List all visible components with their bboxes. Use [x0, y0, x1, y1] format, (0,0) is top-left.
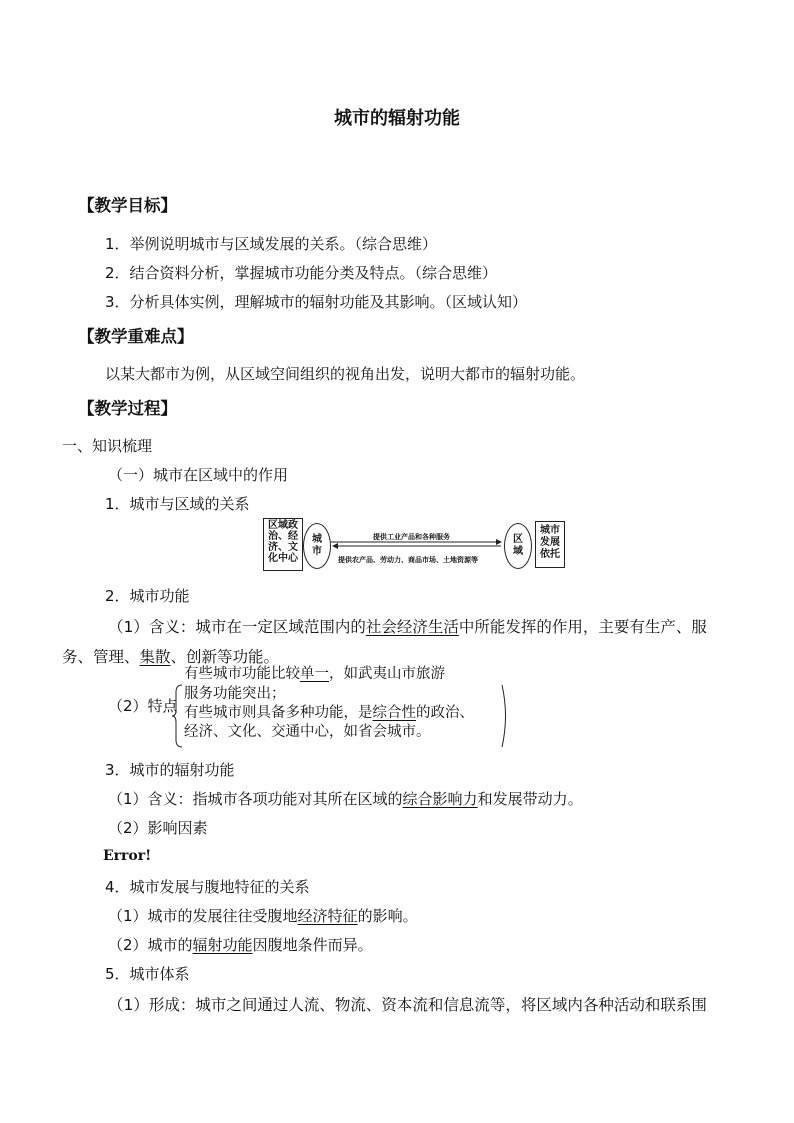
right-box-line: 城市 [540, 525, 560, 536]
text: 中所能发挥的作用，主要有生产、服 [458, 618, 707, 636]
right-box-line: 发展 [540, 537, 560, 548]
underlined-term: 集散 [139, 648, 171, 666]
underlined-term: 单一 [300, 666, 329, 682]
sub-1-heading: （一）城市在区域中的作用 [108, 466, 289, 484]
text: ，如武夷山市旅游 [329, 666, 445, 682]
right-paren [500, 684, 512, 748]
region-char: 区 [513, 534, 523, 545]
underlined-term: 经济特征 [297, 907, 358, 925]
left-box [263, 518, 303, 571]
text: （1）城市的发展往往受腹地 [108, 907, 298, 925]
city-node [303, 523, 331, 569]
item-2-heading: 2．城市功能 [105, 587, 190, 605]
goal-3: 3．分析具体实例，理解城市的辐射功能及其影响。（区域认知） [105, 293, 528, 311]
text: 有些城市则具备多种功能，是 [184, 705, 373, 721]
key-points-text: 以某大都市为例，从区域空间组织的视角出发，说明大都市的辐射功能。 [105, 365, 586, 383]
feature-line-2: 服务功能突出； [184, 686, 286, 702]
text: 和发展带动力。 [477, 790, 583, 808]
text: （1）含义：城市在一定区域范围内的 [108, 618, 366, 636]
text: 的影响。 [357, 907, 418, 925]
text: 因腹地条件而异。 [252, 936, 373, 954]
radiation-meaning [108, 788, 583, 809]
page-title: 城市的辐射功能 [334, 108, 460, 129]
city-system-formation: （1）形成：城市之间通过人流、物流、资本流和信息流等，将区域内各种活动和联系围 [108, 996, 707, 1014]
bottom-arrow-label: 提供农产品、劳动力、商品市场、土地资源等 [338, 556, 478, 564]
text: 有些城市功能比较 [184, 666, 300, 682]
error-text: Error! [103, 848, 152, 864]
goal-1: 1．举例说明城市与区域发展的关系。（综合思维） [105, 235, 438, 253]
feature-line-3 [184, 704, 474, 723]
underlined-term: 辐射功能 [192, 936, 253, 954]
feature-label: （2）特点 [108, 697, 178, 715]
item-5-heading: 5．城市体系 [105, 965, 190, 983]
underlined-term: 综合影响力 [402, 790, 478, 808]
item-4-heading: 4．城市发展与腹地特征的关系 [105, 878, 310, 896]
left-box-line: 济、文 [268, 542, 298, 553]
text: （2）城市的 [108, 936, 193, 954]
text: 务、管理、 [62, 648, 140, 666]
text: 、创新等功能。 [170, 648, 280, 666]
left-box-line: 化中心 [268, 553, 298, 564]
city-char: 城 [312, 534, 322, 545]
underlined-term: 综合性 [372, 705, 416, 721]
hinterland-point-1 [108, 905, 418, 926]
left-box-line: 治、经 [268, 531, 298, 542]
feature-line-1 [184, 665, 445, 684]
function-meaning-line-1 [108, 615, 707, 637]
region-node [504, 523, 532, 569]
right-box-line: 依托 [540, 549, 560, 560]
text: （1）含义：指城市各项功能对其所在区域的 [108, 790, 403, 808]
goal-2: 2．结合资料分析，掌握城市功能分类及特点。（综合思维） [105, 264, 498, 282]
hinterland-point-2 [108, 934, 373, 955]
function-meaning-line-2 [62, 645, 279, 667]
radiation-factors: （2）影响因素 [108, 819, 208, 837]
left-box-line: 区域政 [268, 520, 298, 531]
part-1-heading: 一、知识梳理 [62, 437, 153, 455]
feature-line-4: 经济、文化、交通中心，如省会城市。 [184, 724, 431, 740]
left-brace [172, 684, 184, 748]
region-char: 域 [513, 546, 523, 557]
city-char: 市 [312, 546, 322, 557]
key-points-heading: 【教学重难点】 [78, 327, 194, 346]
process-heading: 【教学过程】 [78, 399, 177, 418]
item-3-heading: 3．城市的辐射功能 [105, 761, 235, 779]
underlined-term: 社会经济生活 [365, 618, 459, 636]
item-1-heading: 1．城市与区域的关系 [105, 495, 250, 513]
right-box [535, 521, 565, 568]
text: 的政治、 [416, 705, 474, 721]
goals-heading: 【教学目标】 [78, 196, 177, 215]
top-arrow-label: 提供工业产品和各种服务 [373, 533, 450, 541]
